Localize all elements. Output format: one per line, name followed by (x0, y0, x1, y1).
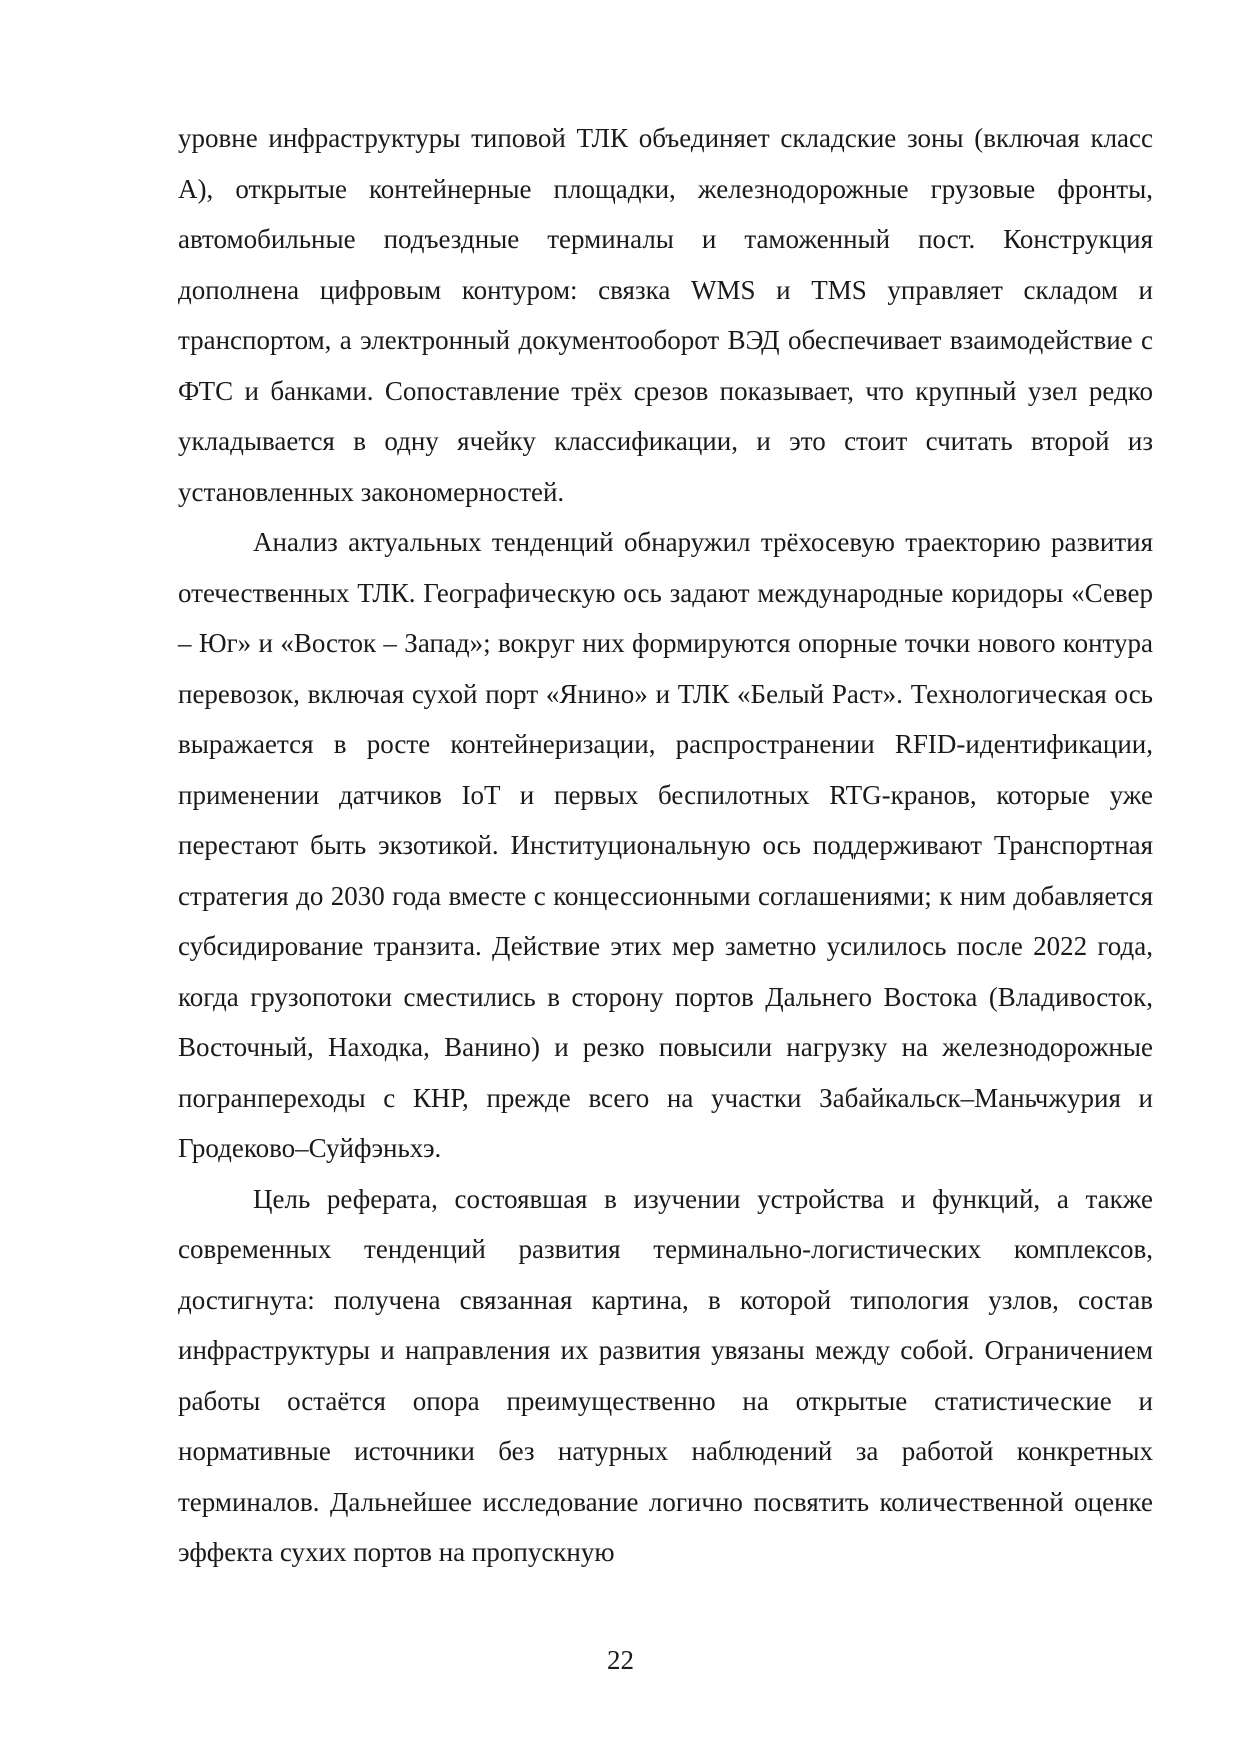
page-number: 22 (607, 1645, 634, 1675)
paragraph-continuation: уровне инфраструктуры типовой ТЛК объединяет складские зоны (включая класс А), открытые контейнерные площадки, железнодорожные грузовые фронты, автомобильные подъездные терминалы и таможенный пост. Конструкция дополнена цифровым контуром: связка WMS и TMS управляет складом и транспортом, а электронный документооборот ВЭД обеспечивает взаимодействие с ФТС и банками. Сопоставление трёх срезов показывает, что крупный узел редко укладывается в одну ячейку классификации, и это стоит считать второй из установленных закономерностей. (178, 123, 1153, 507)
body-text (178, 113, 1153, 1578)
paragraph-conclusion: Цель реферата, состоявшая в изучении устройства и функций, а также современных тенденций развития терминально-логистических комплексов, достигнута: получена связанная картина, в которой типология узлов, состав инфраструктуры и направления их развития увязаны между собой. Ограничением работы остаётся опора преимущественно на открытые статистические и нормативные источники без натурных наблюдений за работой конкретных терминалов. Дальнейшее исследование логично посвятить количественной оценке эффекта сухих портов на пропускную (178, 1183, 1153, 1567)
paragraph-trends: Анализ актуальных тенденций обнаружил трёхосевую траекторию развития отечественных ТЛК. Географическую ось задают международные коридоры «Север – Юг» и «Восток – Запад»; вокруг них формируются опорные точки нового контура перевозок, включая сухой порт «Янино» и ТЛК «Белый Раст». Технологическая ось выражается в росте контейнеризации, распространении RFID-идентификации, применении датчиков IoT и первых беспилотных RTG-кранов, которые уже перестают быть экзотикой. Институциональную ось поддерживают Транспортная стратегия до 2030 года вместе с концессионными соглашениями; к ним добавляется субсидирование транзита. Действие этих мер заметно усилилось после 2022 года, когда грузопотоки сместились в сторону портов Дальнего Востока (Владивосток, Восточный, Находка, Ванино) и резко повысили нагрузку на железнодорожные погранпереходы с КНР, прежде всего на участки Забайкальск–Маньчжурия и Гродеково–Суйфэньхэ. (178, 527, 1153, 1163)
